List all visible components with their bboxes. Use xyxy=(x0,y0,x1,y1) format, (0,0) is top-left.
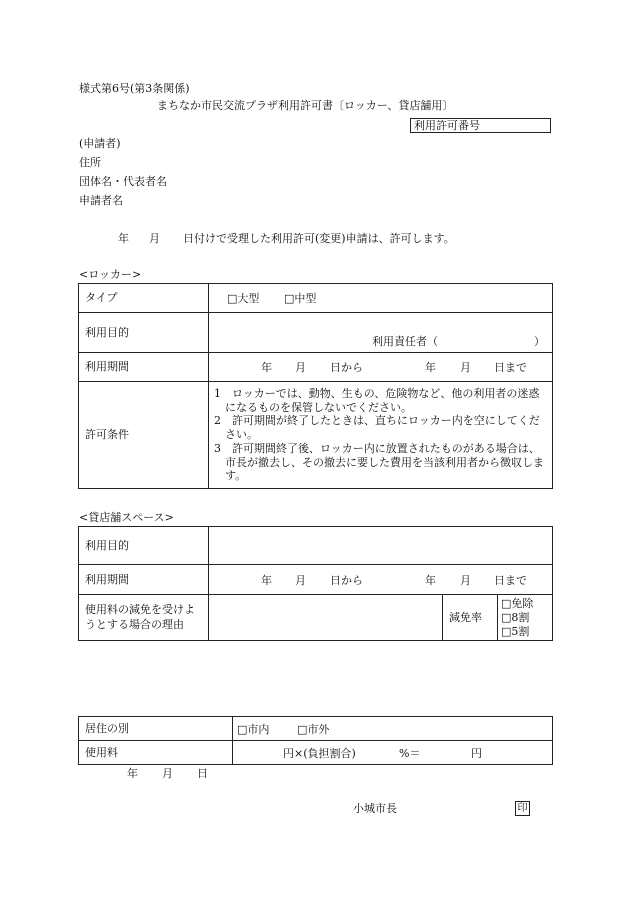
period-start-day: 日から xyxy=(330,361,363,374)
locker-heading: <ロッカー> xyxy=(79,268,142,281)
address-label: 住所 xyxy=(79,156,101,169)
period-end-year: 年 xyxy=(425,361,436,374)
purpose-label: 利用目的 xyxy=(79,313,209,353)
type-medium-checkbox[interactable]: □中型 xyxy=(284,292,317,305)
period-end-month: 月 xyxy=(460,361,471,374)
fee-yen-times: 円×(負担割合) xyxy=(283,747,356,760)
locker-period-row xyxy=(79,353,553,382)
shop-purpose-label: 利用目的 xyxy=(79,527,209,565)
reduction-50-checkbox[interactable]: □5割 xyxy=(501,624,530,638)
residence-label: 居住の別 xyxy=(79,717,233,741)
conditions-list xyxy=(209,382,553,489)
shop-period-start-day: 日から xyxy=(330,574,363,587)
reduction-80-checkbox[interactable]: □8割 xyxy=(501,610,530,624)
residence-in-checkbox[interactable]: □市内 xyxy=(237,723,270,736)
document-title: まちなか市民交流プラザ利用許可書〔ロッカー、貸店舗用〕 xyxy=(157,99,454,112)
locker-conditions-row xyxy=(79,382,553,489)
condition-item: 1 ロッカーでは、動物、生もの、危険物など、他の利用者の迷惑になるものを保管しないでください。 xyxy=(214,386,540,414)
statement-year: 年 xyxy=(118,232,129,245)
shop-period-row xyxy=(79,565,553,595)
shop-heading: <貸店舗スペース> xyxy=(79,511,174,524)
shop-period-end-month: 月 xyxy=(460,574,471,587)
residence-options xyxy=(233,717,553,741)
reduction-reason-field[interactable] xyxy=(209,595,443,641)
shop-period-end-day: 日まで xyxy=(494,574,527,587)
statement-month: 月 xyxy=(149,232,160,245)
shop-purpose-row xyxy=(79,527,553,565)
residence-row xyxy=(79,717,553,741)
applicant-section-label: (申請者) xyxy=(79,137,121,150)
permit-number-field[interactable]: 利用許可番号 xyxy=(410,118,551,133)
conditions-label: 許可条件 xyxy=(79,382,209,489)
purpose-field[interactable] xyxy=(209,313,553,353)
issue-year: 年 xyxy=(127,767,138,780)
shop-period-field[interactable] xyxy=(209,565,553,595)
locker-purpose-row xyxy=(79,313,553,353)
condition-item: 2 許可期間が終了したときは、直ちにロッカー内を空にしてください。 xyxy=(214,414,540,442)
issue-month: 月 xyxy=(162,767,173,780)
shop-period-start-year: 年 xyxy=(261,574,272,587)
reduction-exempt-checkbox[interactable]: □免除 xyxy=(501,596,534,610)
residence-out-checkbox[interactable]: □市外 xyxy=(297,723,330,736)
fee-field[interactable] xyxy=(233,741,553,765)
period-field[interactable] xyxy=(209,353,553,382)
reduction-options xyxy=(498,595,553,641)
seal-mark: 印 xyxy=(515,801,530,816)
shop-purpose-field[interactable] xyxy=(209,527,553,565)
shop-table xyxy=(78,526,553,641)
shop-period-end-year: 年 xyxy=(425,574,436,587)
fee-percent: %＝ xyxy=(399,747,421,760)
shop-reduction-row xyxy=(79,595,553,641)
shop-period-start-month: 月 xyxy=(295,574,306,587)
form-number: 様式第6号(第3条関係) xyxy=(79,82,190,95)
period-start-month: 月 xyxy=(295,361,306,374)
responsible-label: 利用責任者（ xyxy=(372,335,438,348)
reduction-reason-label: 使用料の減免を受けようとする場合の理由 xyxy=(79,595,209,641)
fee-row xyxy=(79,741,553,765)
issue-day: 日 xyxy=(197,767,208,780)
fee-label: 使用料 xyxy=(79,741,233,765)
type-label: タイプ xyxy=(79,284,209,313)
fee-table xyxy=(78,716,553,765)
condition-item: 3 許可期間終了後、ロッカー内に放置されたものがある場合は、市長が撤去し、その撤去に要した費用を当該利用者から徴収します。 xyxy=(214,441,544,483)
period-label: 利用期間 xyxy=(79,353,209,382)
statement-text: 日付けで受理した利用許可(変更)申請は、許可します。 xyxy=(183,232,455,245)
responsible-close: ） xyxy=(534,335,545,348)
period-start-year: 年 xyxy=(261,361,272,374)
mayor-name: 小城市長 xyxy=(353,802,397,815)
type-large-checkbox[interactable]: □大型 xyxy=(227,292,260,305)
reduction-rate-label: 減免率 xyxy=(443,595,498,641)
organization-label: 団体名・代表者名 xyxy=(79,175,167,188)
type-options xyxy=(209,284,553,313)
period-end-day: 日まで xyxy=(494,361,527,374)
locker-table xyxy=(78,283,553,489)
shop-period-label: 利用期間 xyxy=(79,565,209,595)
locker-type-row xyxy=(79,284,553,313)
fee-yen-total: 円 xyxy=(471,747,482,760)
applicant-name-label: 申請者名 xyxy=(79,194,123,207)
